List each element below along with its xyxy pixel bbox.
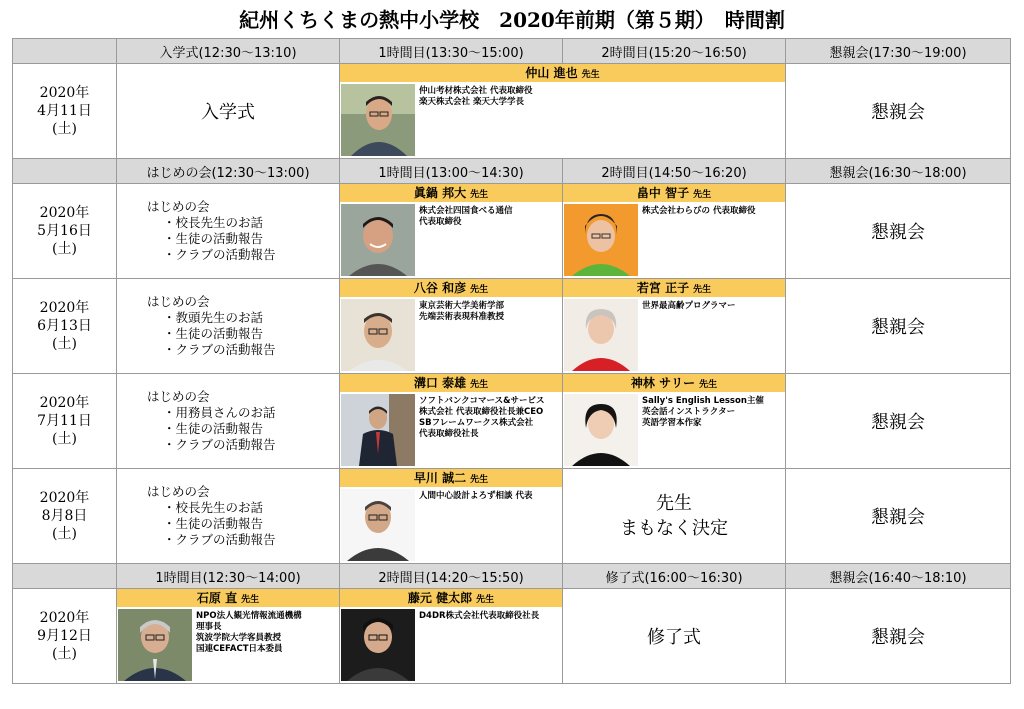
header-cell: 入学式(12:30～13:10): [117, 39, 340, 64]
teacher-name: 仲山 進也 先生: [340, 64, 785, 82]
schedule-row: [13, 64, 1011, 159]
teacher-affiliation: ソフトバンクコマース&サービス 株式会社 代表取締役社長兼CEO SBフレームワークス株式会社 代表取締役社長: [419, 396, 545, 439]
header-cell: 懇親会(16:30～18:00): [786, 159, 1011, 184]
header-cell: 1時間目(12:30～14:00): [117, 564, 340, 589]
teacher-photo: [341, 489, 415, 561]
event-cell: 懇親会: [786, 279, 1011, 374]
header-row: [13, 39, 1011, 64]
date-cell: 2020年 8月8日 (土): [13, 469, 117, 564]
program-cell: はじめの会 ・校長先生のお話 ・生徒の活動報告 ・クラブの活動報告: [117, 184, 340, 279]
header-cell: 懇親会(17:30～19:00): [786, 39, 1011, 64]
teacher-photo: [341, 299, 415, 371]
event-cell: 入学式: [117, 64, 340, 159]
teacher-cell: [117, 589, 340, 684]
event-cell: 懇親会: [786, 589, 1011, 684]
header-cell: 1時間目(13:00～14:30): [340, 159, 563, 184]
teacher-cell: [340, 469, 563, 564]
timetable: [12, 38, 1011, 684]
teacher-photo: [341, 204, 415, 276]
teacher-name: 眞鍋 邦大 先生: [340, 184, 562, 202]
schedule-row: [13, 469, 1011, 564]
date-cell: 2020年 4月11日 (土): [13, 64, 117, 159]
header-cell: はじめの会(12:30～13:00): [117, 159, 340, 184]
program-cell: はじめの会 ・校長先生のお話 ・生徒の活動報告 ・クラブの活動報告: [117, 469, 340, 564]
teacher-name: 若宮 正子 先生: [563, 279, 785, 297]
teacher-name: 八谷 和彦 先生: [340, 279, 562, 297]
header-cell: 1時間目(13:30～15:00): [340, 39, 563, 64]
date-cell: 2020年 9月12日 (土): [13, 589, 117, 684]
header-row: [13, 564, 1011, 589]
teacher-affiliation: D4DR株式会社代表取締役社長: [419, 611, 540, 621]
date-cell: 2020年 7月11日 (土): [13, 374, 117, 469]
teacher-name: 畠中 智子 先生: [563, 184, 785, 202]
teacher-photo: [118, 609, 192, 681]
schedule-row: [13, 374, 1011, 469]
teacher-affiliation: NPO法人観光情報流通機構 理事長 筑波学院大学客員教授 国連CEFACT日本委員: [196, 611, 302, 654]
teacher-name: 藤元 健太郎 先生: [340, 589, 562, 607]
event-cell: 修了式: [563, 589, 786, 684]
teacher-photo: [564, 299, 638, 371]
teacher-affiliation: 仲山考材株式会社 代表取締役 楽天株式会社 楽天大学学長: [419, 86, 533, 107]
teacher-cell: [563, 279, 786, 374]
page-title: 紀州くちくまの熱中小学校 2020年前期（第５期） 時間割: [239, 8, 785, 32]
teacher-name: 早川 誠二 先生: [340, 469, 562, 487]
event-cell: 懇親会: [786, 184, 1011, 279]
event-cell: 懇親会: [786, 64, 1011, 159]
teacher-affiliation: 株式会社四国食べる通信 代表取締役: [419, 206, 513, 227]
date-cell: 2020年 6月13日 (土): [13, 279, 117, 374]
program-cell: はじめの会 ・用務員さんのお話 ・生徒の活動報告 ・クラブの活動報告: [117, 374, 340, 469]
event-cell: 懇親会: [786, 374, 1011, 469]
teacher-affiliation: 株式会社わらびの 代表取締役: [642, 206, 756, 216]
teacher-cell: [563, 374, 786, 469]
teacher-cell: [340, 279, 563, 374]
header-cell: 2時間目(15:20～16:50): [563, 39, 786, 64]
event-cell: 懇親会: [786, 469, 1011, 564]
teacher-photo: [341, 394, 415, 466]
teacher-cell: [340, 184, 563, 279]
teacher-affiliation: 人間中心設計よろず相談 代表: [419, 491, 533, 501]
header-row: [13, 159, 1011, 184]
schedule-row: [13, 279, 1011, 374]
teacher-name: 石原 直 先生: [117, 589, 339, 607]
teacher-affiliation: 東京芸術大学美術学部 先端芸術表現科准教授: [419, 301, 505, 322]
header-cell: 修了式(16:00～16:30): [563, 564, 786, 589]
program-cell: はじめの会 ・教頭先生のお話 ・生徒の活動報告 ・クラブの活動報告: [117, 279, 340, 374]
teacher-affiliation: 世界最高齢プログラマー: [642, 301, 736, 311]
teacher-name: 神林 サリー 先生: [563, 374, 785, 392]
teacher-photo: [341, 609, 415, 681]
header-cell: 2時間目(14:50～16:20): [563, 159, 786, 184]
teacher-cell: [340, 64, 786, 159]
schedule-row: [13, 589, 1011, 684]
teacher-photo: [564, 394, 638, 466]
date-cell: 2020年 5月16日 (土): [13, 184, 117, 279]
teacher-cell: [563, 184, 786, 279]
header-cell: 懇親会(16:40～18:10): [786, 564, 1011, 589]
header-cell: 2時間目(14:20～15:50): [340, 564, 563, 589]
schedule-row: [13, 184, 1011, 279]
teacher-affiliation: Sally's English Lesson主催 英会話インストラクター 英語学習本作家: [642, 396, 764, 428]
teacher-name: 溝口 泰雄 先生: [340, 374, 562, 392]
teacher-photo: [341, 84, 415, 156]
teacher-photo: [564, 204, 638, 276]
teacher-cell: [340, 374, 563, 469]
tbd-cell: 先生 まもなく決定: [563, 469, 786, 564]
teacher-cell: [340, 589, 563, 684]
